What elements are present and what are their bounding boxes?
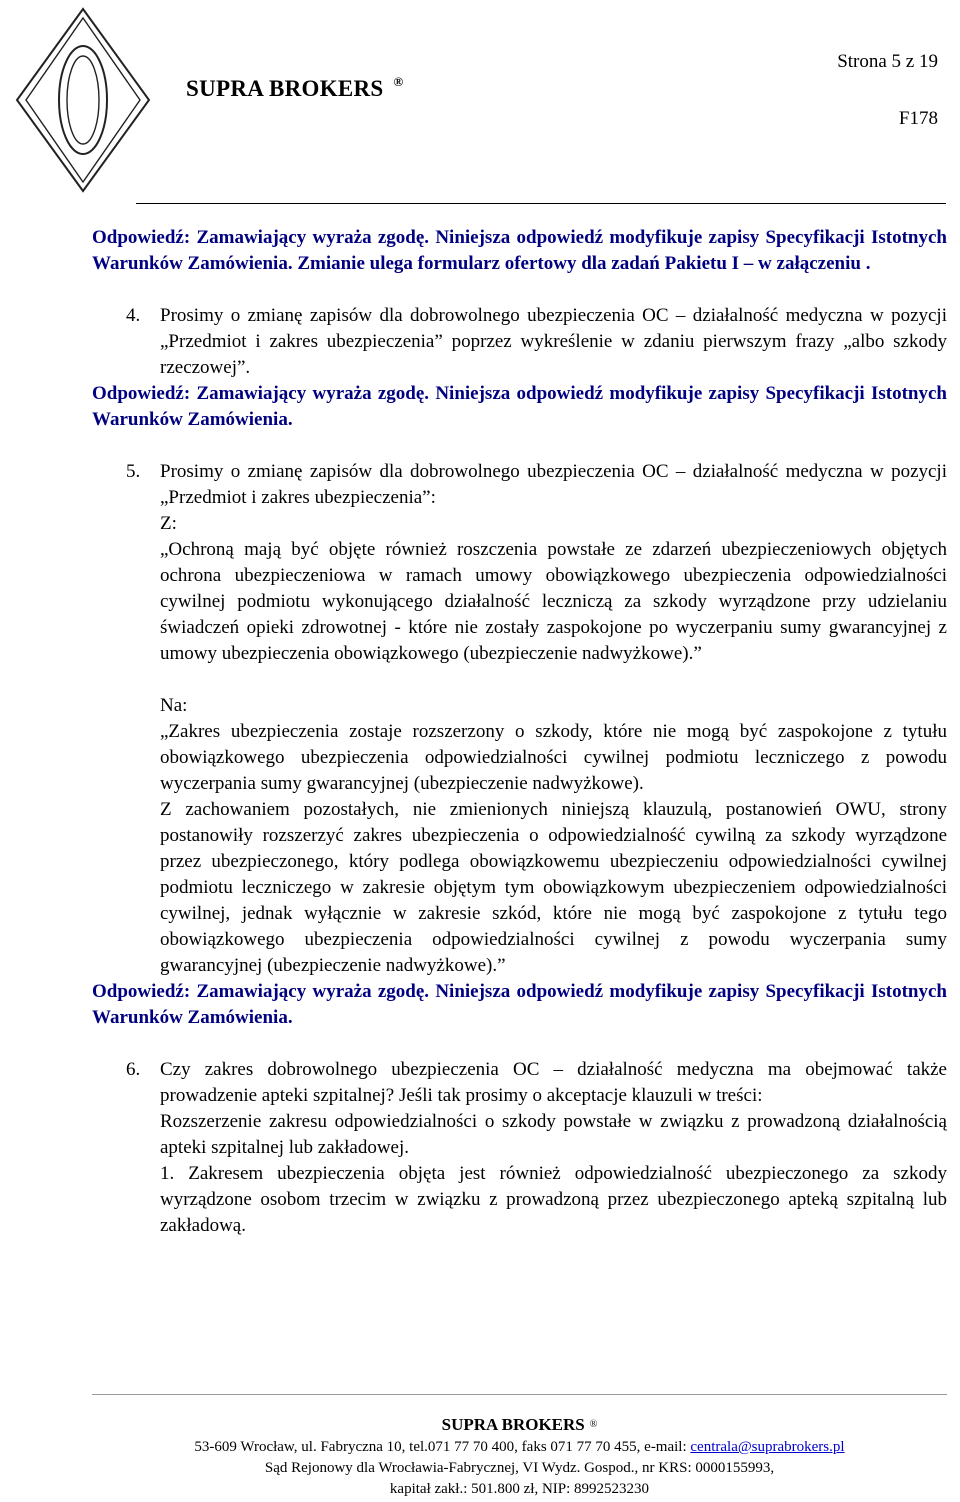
answer-5: Odpowiedź: Zamawiający wyraża zgodę. Niniejsza odpowiedź modyfikuje zapisy Specyfikacji Istotnych Warunków Zamówienia. — [92, 981, 947, 1028]
header-brand — [186, 76, 404, 102]
question-6-point-1: 1. Zakresem ubezpieczenia objęta jest również odpowiedzialność ubezpieczonego za szkody wyrządzone osobom trzecim w związku z prowadzoną przez ubezpieczonego apteką szpitalną lub zakładową. — [160, 1163, 947, 1236]
question-5-z-label: Z: — [160, 513, 177, 534]
company-logo — [14, 6, 152, 194]
question-6 — [92, 1057, 947, 1109]
page-number: Strona 5 z 19 — [837, 51, 938, 72]
footer-address-line — [92, 1437, 947, 1458]
document-body — [92, 225, 947, 1239]
question-5-na-text-1: „Zakres ubezpieczenia zostaje rozszerzony o szkody, które nie mogą być zaspokojone z tytułu obowiązkowego ubezpieczenia odpowiedzialności cywilnej podmiotu leczniczego z powodu wyczerpania sumy gwarancyjnej (ubezpieczenie nadwyżkowe). — [160, 721, 947, 794]
question-5-na-label: Na: — [160, 695, 188, 716]
registered-mark: ® — [393, 74, 404, 89]
question-5-na-text-2: Z zachowaniem pozostałych, nie zmienionych niniejszą klauzulą, postanowień OWU, strony postanowiły rozszerzyć zakres ubezpieczenia o odpowiedzialność cywilną za szkody wyrządzone przez ubezpieczonego, który podlega obowiązkowemu ubezpieczeniu odpowiedzialności cywilnej podmiotu leczniczego w zakresie objętym tym obowiązkowym ubezpieczeniem odpowiedzialności cywilnej, jednak wyłącznie w zakresie szkód, które nie mogą być zaspokojone z tytułu tego obowiązkowego ubezpieczenia odpowiedzialności cywilnej z powodu wyczerpania sumy gwarancyjnej (ubezpieczenie nadwyżkowe).” — [160, 799, 947, 976]
footer-divider — [92, 1394, 947, 1395]
footer-brand: SUPRA BROKERS — [441, 1415, 585, 1434]
header-divider — [136, 203, 946, 204]
question-5 — [92, 459, 947, 511]
footer-email-link[interactable]: centrala@suprabrokers.pl — [690, 1439, 845, 1455]
question-4-number: 4. — [126, 305, 141, 326]
form-code: F178 — [898, 108, 938, 129]
footer-registered-mark: ® — [589, 1419, 598, 1430]
question-4 — [92, 303, 947, 381]
answer-previous: Odpowiedź: Zamawiający wyraża zgodę. Niniejsza odpowiedź modyfikuje zapisy Specyfikacji Istotnych Warunków Zamówienia. Zmianie ulega formularz ofertowy dla zadań Pakietu I – w załączeniu . — [92, 227, 947, 274]
footer-court: Sąd Rejonowy dla Wrocławia-Fabrycznej, VI Wydz. Gospod., nr KRS: 0000155993, — [264, 1460, 775, 1476]
question-6-number: 6. — [126, 1059, 141, 1080]
question-5-text: Prosimy o zmianę zapisów dla dobrowolnego ubezpieczenia OC – działalność medyczna w pozycji „Przedmiot i zakres ubezpieczenia”: — [160, 461, 947, 508]
question-6-clause: Rozszerzenie zakresu odpowiedzialności o szkody powstałe w związku z prowadzoną działalnością apteki szpitalnej lub zakładowej. — [160, 1111, 947, 1158]
question-6-text: Czy zakres dobrowolnego ubezpieczenia OC – działalność medyczna ma obejmować także prowadzenie apteki szpitalnej? Jeśli tak prosimy o akceptacje klauzuli w treści: — [160, 1059, 947, 1106]
answer-4: Odpowiedź: Zamawiający wyraża zgodę. Niniejsza odpowiedź modyfikuje zapisy Specyfikacji Istotnych Warunków Zamówienia. — [92, 383, 947, 430]
footer — [92, 1414, 947, 1500]
header-brand-name: SUPRA BROKERS — [186, 76, 384, 101]
footer-brand-line — [92, 1414, 947, 1437]
question-4-text: Prosimy o zmianę zapisów dla dobrowolnego ubezpieczenia OC – działalność medyczna w pozycji „Przedmiot i zakres ubezpieczenia” poprzez wykreślenie w zdaniu pierwszym frazy „albo szkody rzeczowej”. — [160, 305, 947, 378]
question-5-z-text: „Ochroną mają być objęte również roszczenia powstałe ze zdarzeń ubezpieczeniowych objętych ochrona ubezpieczeniowa w ramach umowy obowiązkowego ubezpieczenia odpowiedzialności cywilnej podmiotu wykonującego działalność leczniczą za szkody wyrządzone przy udzielaniu świadczeń opieki zdrowotnej - które nie zostały zaspokojone po wyczerpaniu sumy gwarancyjnej z umowy ubezpieczenia obowiązkowego (ubezpieczenie nadwyżkowe).” — [160, 539, 947, 664]
footer-address: 53-609 Wrocław, ul. Fabryczna 10, tel.071 77 70 400, faks 071 77 70 455, e-mail: — [194, 1439, 687, 1455]
question-5-number: 5. — [126, 461, 141, 482]
footer-capital: kapitał zakł.: 501.800 zł, NIP: 8992523230 — [389, 1481, 650, 1497]
